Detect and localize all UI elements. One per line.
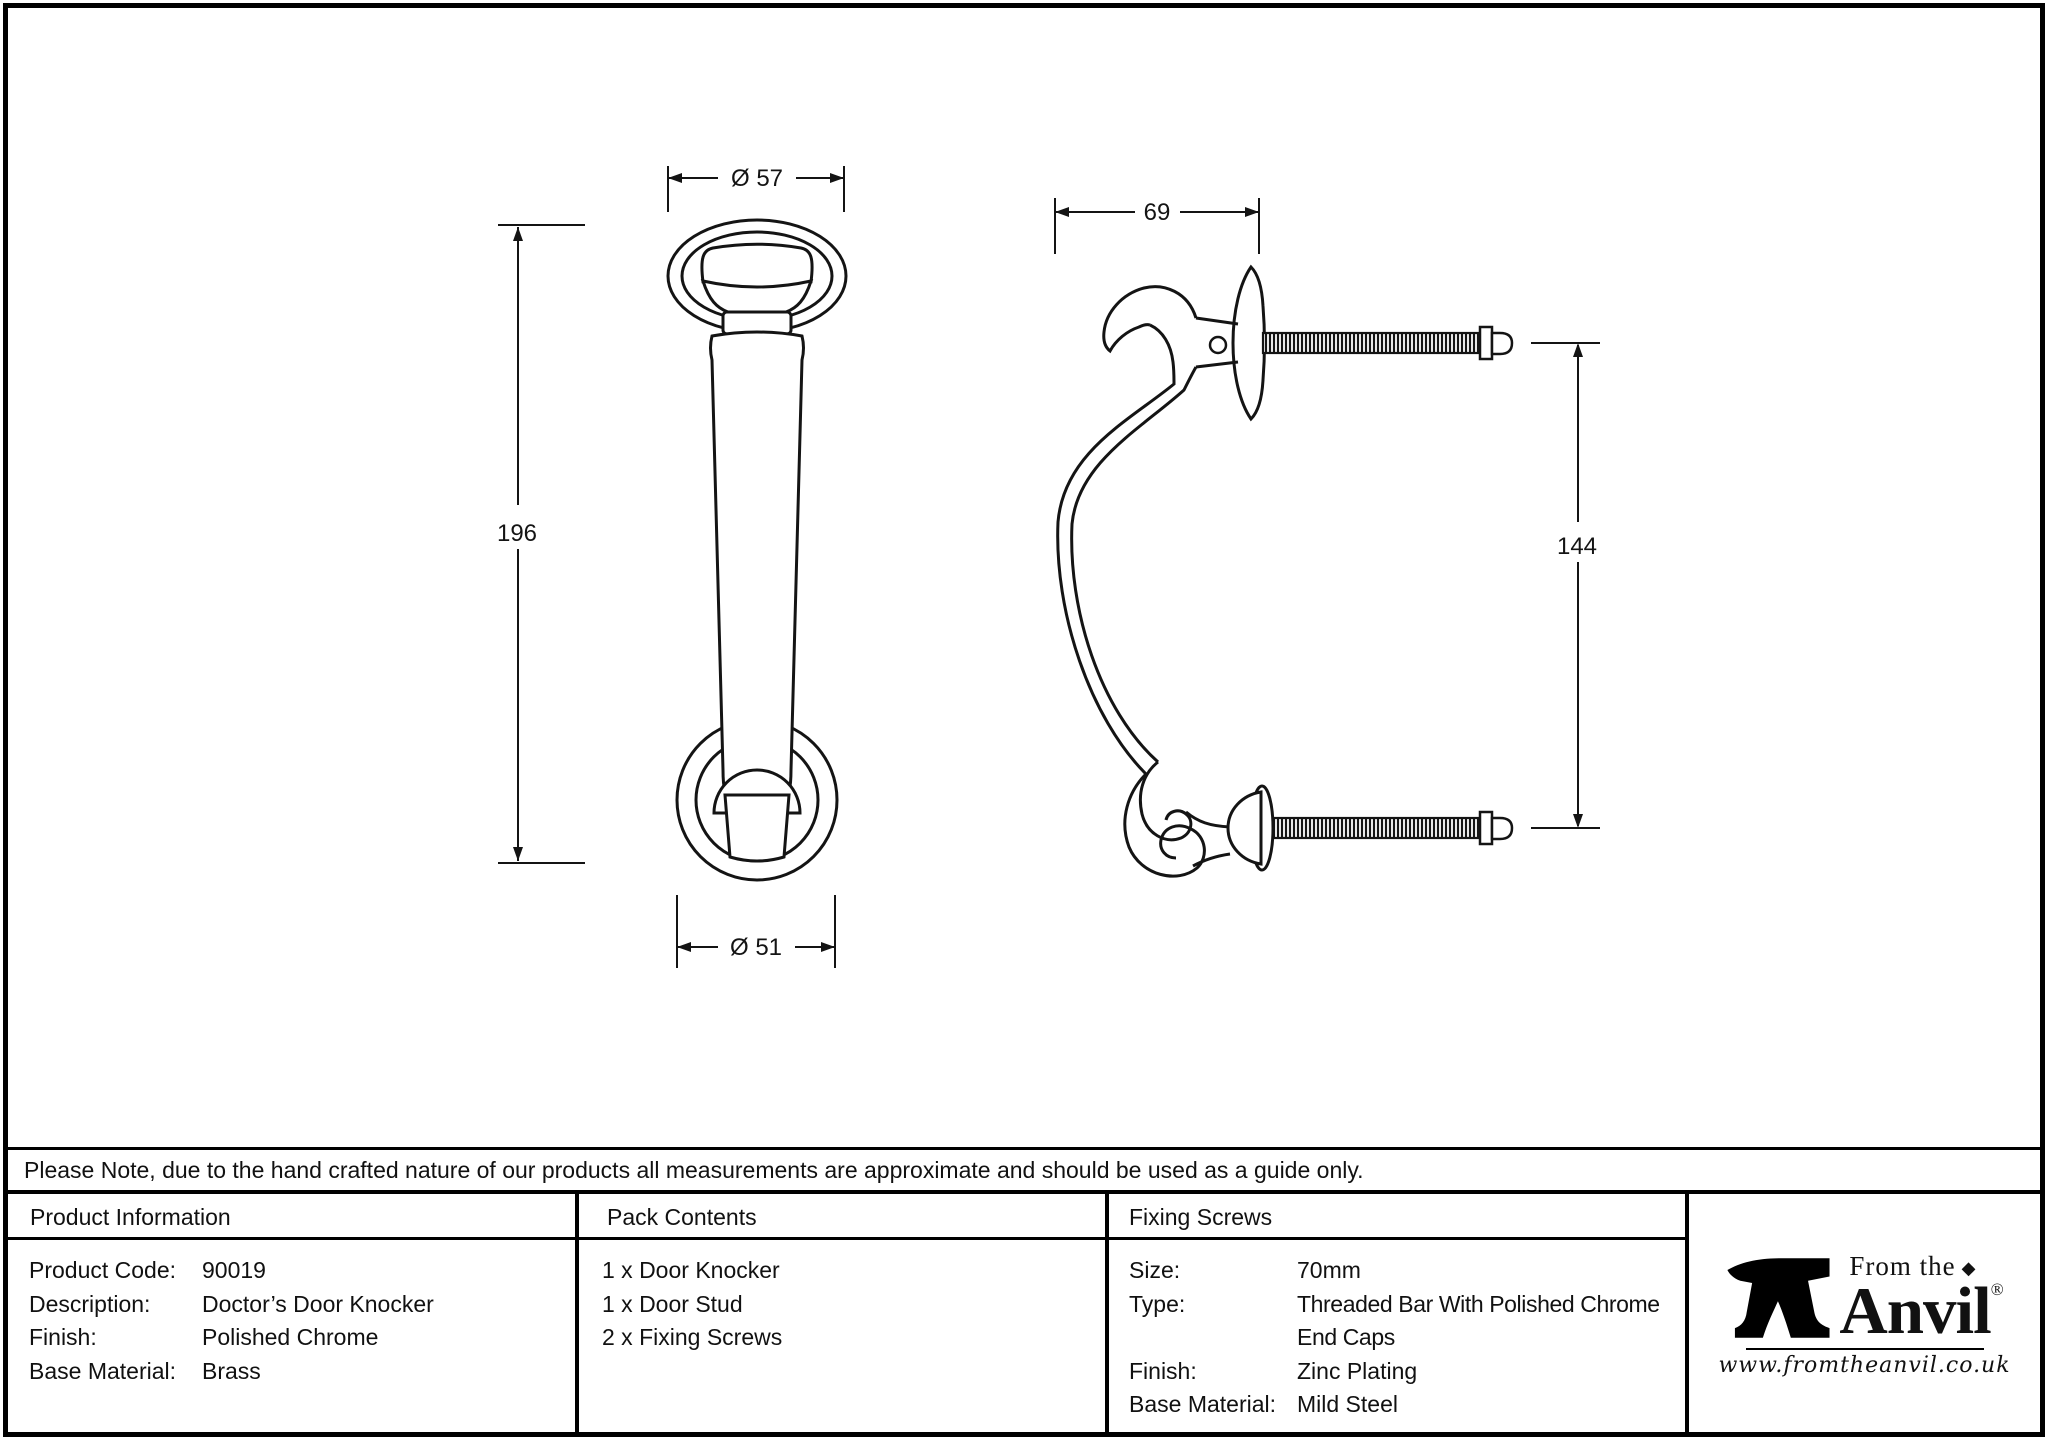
header-pack-contents: Pack Contents — [607, 1204, 757, 1230]
dim-label-front-height: 196 — [496, 520, 538, 547]
dim-front-height — [497, 225, 585, 863]
pack-item: 1 x Door Knocker — [602, 1257, 780, 1283]
side-endcap-plate-top — [1480, 327, 1492, 359]
dim-side-projection — [1055, 198, 1259, 254]
screw-size-label: Size: — [1129, 1257, 1181, 1283]
header-fixing-screws: Fixing Screws — [1129, 1204, 1273, 1230]
side-endcap-bottom — [1492, 818, 1512, 839]
side-scroll-bottom-curl — [1140, 762, 1190, 840]
side-scroll-top — [1104, 287, 1196, 351]
front-body — [711, 332, 804, 792]
front-knob — [702, 244, 812, 288]
side-scroll-back-edge — [1072, 367, 1196, 762]
pack-item: 1 x Door Stud — [602, 1290, 743, 1317]
side-scroll-front-edge — [1058, 325, 1205, 876]
header-product-information: Product Information — [30, 1204, 231, 1230]
dim-label-side-projection: 69 — [1143, 199, 1171, 226]
base-material-value: Brass — [202, 1357, 261, 1384]
dim-label-front-bottom-diameter: Ø 51 — [729, 934, 783, 961]
screw-type-value: Threaded Bar With Polished Chrome End Caps — [1297, 1290, 1660, 1350]
description-value: Doctor’s Door Knocker — [202, 1290, 434, 1317]
side-stud-dome — [1228, 792, 1261, 864]
pack-contents-body — [602, 1240, 782, 1355]
brand-words — [1839, 1249, 2004, 1348]
screw-finish-label: Finish: — [1129, 1357, 1197, 1384]
screw-type-label: Type: — [1129, 1290, 1186, 1317]
anvil-icon — [1725, 1255, 1833, 1341]
side-threaded-bar-top — [1263, 333, 1480, 353]
product-table — [8, 1190, 2040, 1432]
side-pivot-hole — [1210, 337, 1226, 353]
front-view — [668, 220, 846, 880]
screw-size-value: 70mm — [1297, 1257, 1361, 1283]
front-striker-block — [725, 795, 789, 861]
brand-logo-top — [1725, 1249, 2004, 1348]
base-material-label: Base Material: — [29, 1357, 177, 1384]
product-code-value: 90019 — [202, 1257, 266, 1283]
finish-label: Finish: — [29, 1324, 97, 1350]
side-stud-bracket — [1186, 812, 1230, 866]
fixing-screws-body — [1129, 1240, 1675, 1422]
side-endcap-plate-bottom — [1480, 812, 1492, 844]
screw-finish-value: Zinc Plating — [1297, 1357, 1418, 1384]
dim-label-side-fixing-centres: 144 — [1556, 533, 1598, 560]
diamond-icon: ◆ — [1961, 1257, 1977, 1278]
brand-name: Anvil® — [1839, 1273, 2004, 1348]
table-divider-1 — [575, 1194, 579, 1432]
screw-base-material-value: Mild Steel — [1297, 1391, 1398, 1417]
side-threaded-bar-bottom — [1273, 818, 1480, 838]
registered-mark: ® — [1990, 1279, 2004, 1299]
pack-item: 2 x Fixing Screws — [602, 1324, 783, 1350]
brand-website: www.fromtheanvil.co.uk — [1718, 1352, 2011, 1378]
finish-value: Polished Chrome — [202, 1324, 379, 1350]
side-backplate — [1233, 267, 1265, 419]
brand-rule — [1746, 1348, 1984, 1350]
side-view — [1058, 267, 1512, 876]
dim-side-fixing-centres — [1531, 343, 1600, 828]
brand-tagline: From the ◆ — [1849, 1250, 1977, 1281]
product-information-body — [29, 1240, 434, 1388]
brand-logo — [1689, 1194, 2040, 1432]
front-neck — [703, 281, 811, 312]
screw-base-material-label: Base Material: — [1129, 1391, 1277, 1417]
measurement-note: Please Note, due to the hand crafted nature of our products all measurements are approximate and should be used as a guide only. — [8, 1147, 2040, 1190]
description-label: Description: — [29, 1290, 151, 1317]
product-code-label: Product Code: — [29, 1257, 177, 1283]
dim-front-top-diameter — [668, 165, 844, 212]
table-divider-2 — [1105, 1194, 1109, 1432]
side-endcap-top — [1492, 333, 1512, 354]
dim-label-front-top-diameter: Ø 57 — [730, 165, 784, 192]
dim-front-bottom-diameter — [677, 895, 835, 968]
